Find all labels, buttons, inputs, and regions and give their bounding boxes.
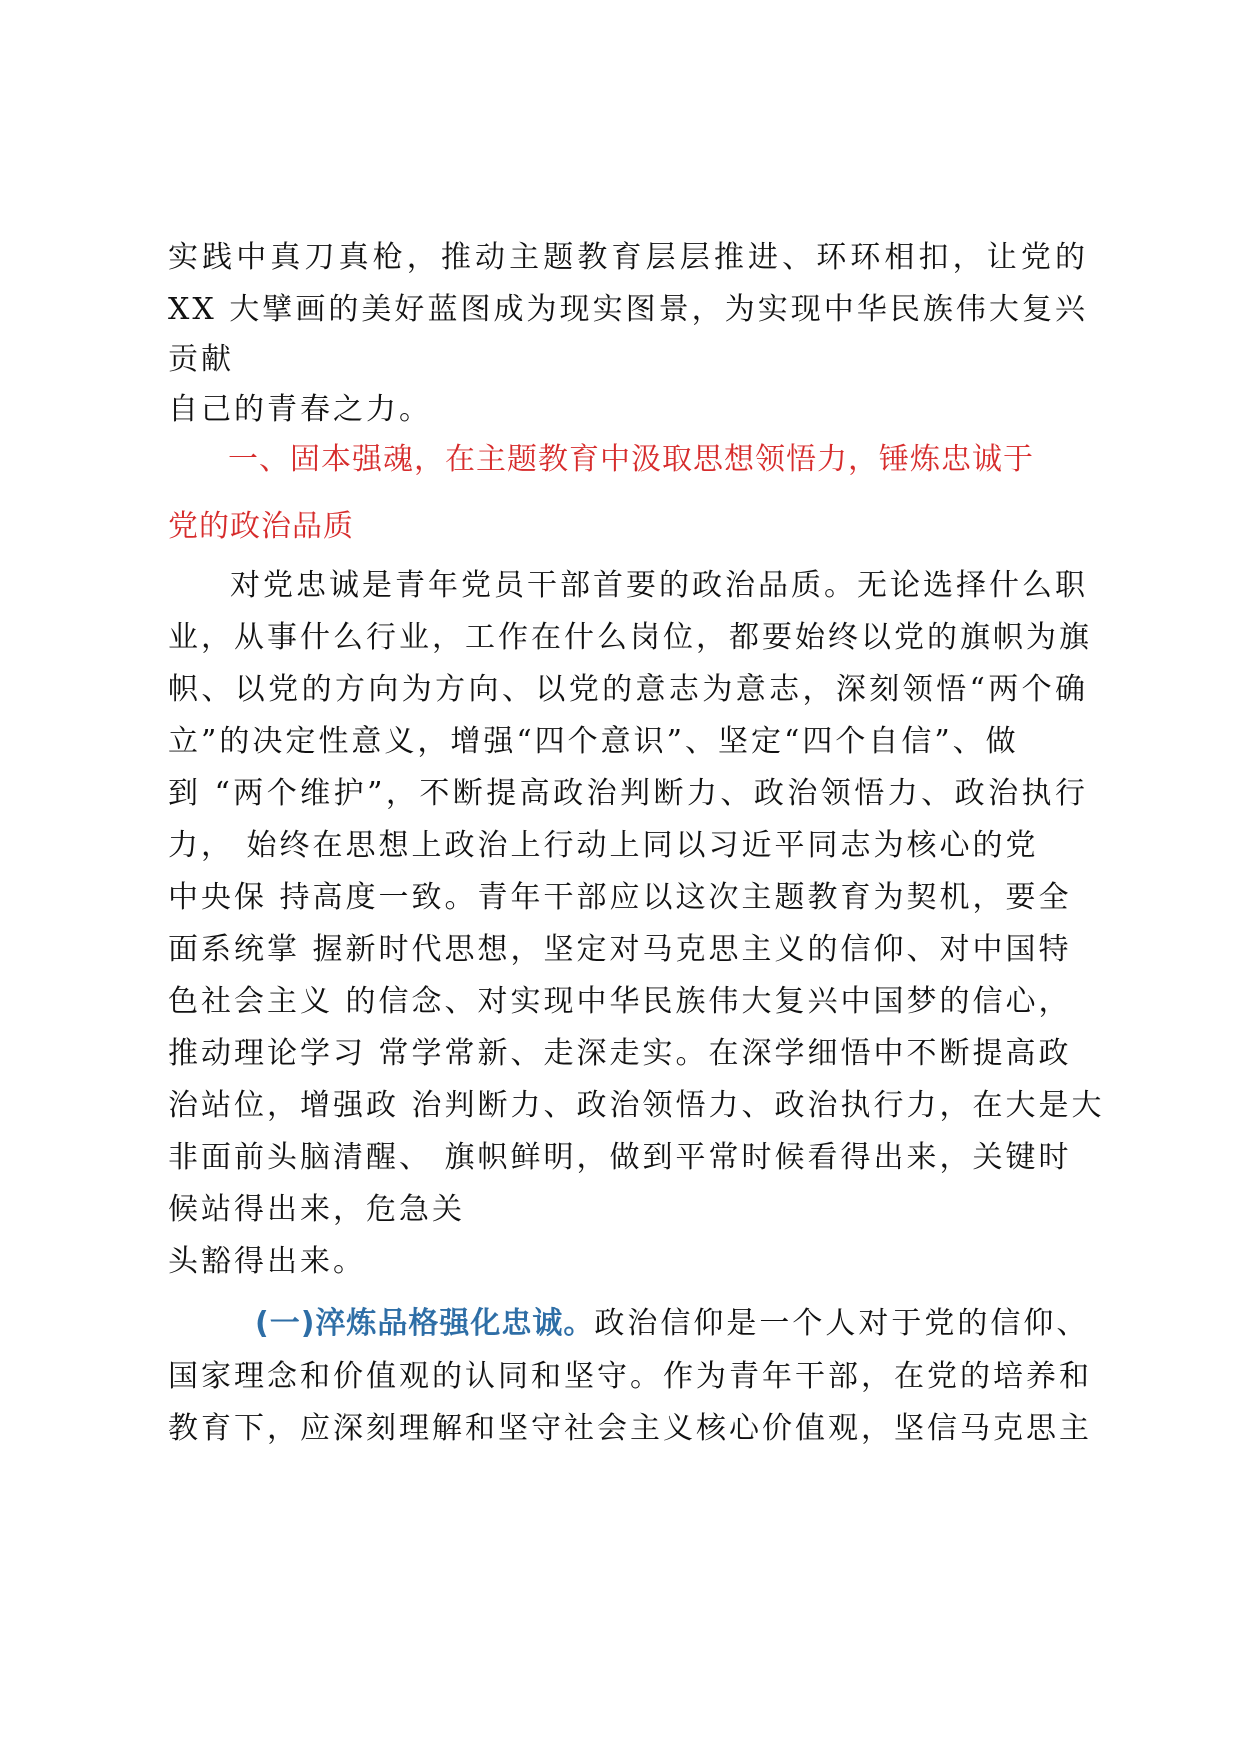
- subsection-line-1-text: 政治信仰是一个人对于党的信仰、: [594, 1306, 1090, 1341]
- intro-line-3: 贡献: [168, 342, 234, 377]
- intro-line-2: XX 大擘画的美好蓝图成为现实图景，为实现中华民族伟大复兴: [168, 292, 1088, 327]
- body-line-13: 候站得出来，危急关: [168, 1192, 465, 1227]
- body-line-7: 中央保 持高度一致。青年干部应以这次主题教育为契机，要全: [168, 880, 1072, 915]
- section-heading-line-1: 一、固本强魂，在主题教育中汲取思想领悟力，锤炼忠诚于: [228, 442, 1034, 477]
- section-heading-line-2: 党的政治品质: [168, 509, 354, 544]
- subsection-line-1: [255, 1304, 1088, 1344]
- body-line-6: 力， 始终在思想上政治上行动上同以习近平同志为核心的党: [168, 828, 1039, 863]
- intro-line-4: 自己的青春之力。: [168, 392, 432, 427]
- body-line-14: 头豁得出来。: [168, 1244, 366, 1279]
- body-line-4: 立”的决定性意义，增强“四个意识”、坚定“四个自信”、做: [168, 724, 1019, 759]
- body-line-1: 对党忠诚是青年党员干部首要的政治品质。无论选择什么职: [230, 568, 1088, 603]
- body-line-5: 到 “两个维护”，不断提高政治判断力、政治领悟力、政治执行: [168, 776, 1088, 811]
- body-line-2: 业，从事什么行业，工作在什么岗位，都要始终以党的旗帜为旗: [168, 620, 1092, 655]
- body-line-12: 非面前头脑清醒、 旗帜鲜明，做到平常时候看得出来，关键时: [168, 1140, 1072, 1175]
- body-line-10: 推动理论学习 常学常新、走深走实。在深学细悟中不断提高政: [168, 1036, 1072, 1071]
- body-line-8: 面系统掌 握新时代思想，坚定对马克思主义的信仰、对中国特: [168, 932, 1072, 967]
- intro-line-1: 实践中真刀真枪，推动主题教育层层推进、环环相扣，让党的: [168, 240, 1088, 275]
- body-line-3: 帜、以党的方向为方向、以党的意志为意志，深刻领悟“两个确: [168, 672, 1088, 707]
- subsection-label: (一)淬炼品格强化忠诚。: [255, 1306, 595, 1341]
- body-line-9: 色社会主义 的信念、对实现中华民族伟大复兴中国梦的信心，: [168, 984, 1072, 1019]
- subsection-line-2: 国家理念和价值观的认同和坚守。作为青年干部，在党的培养和: [168, 1359, 1092, 1394]
- subsection-line-3: 教育下，应深刻理解和坚守社会主义核心价值观，坚信马克思主: [168, 1411, 1092, 1446]
- body-line-11: 治站位，增强政 治判断力、政治领悟力、政治执行力，在大是大: [168, 1088, 1105, 1123]
